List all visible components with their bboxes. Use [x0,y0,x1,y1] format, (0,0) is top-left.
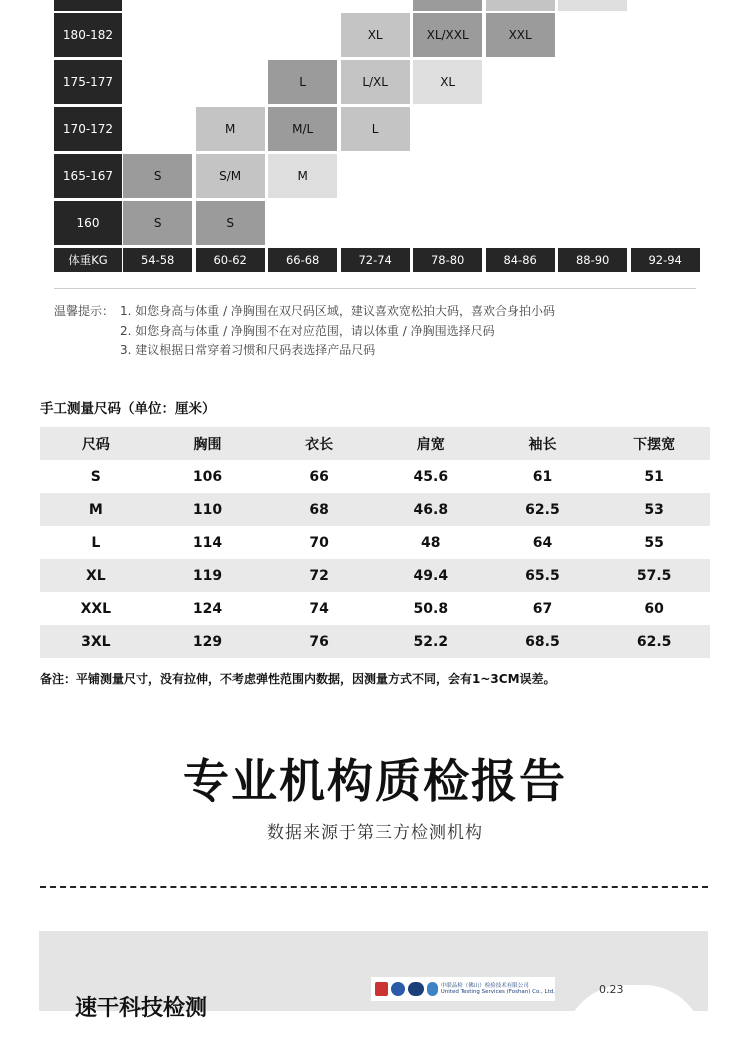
tips-lead: 温馨提示： [54,304,115,318]
table-row [40,526,710,559]
table-row [40,592,710,625]
table-cell: 66 [309,468,329,485]
measure-header: 袖长 [528,436,557,453]
table-cell: 68.5 [525,633,560,650]
table-cell: 50.8 [413,600,449,617]
table-row [40,625,710,658]
size-cell: L [268,60,337,104]
table-cell: 53 [644,501,664,518]
weight-label: 54-58 [123,248,192,272]
measure-header: 衣长 [305,436,334,453]
measure-header: 下摆宽 [633,436,676,453]
table-cell: 106 [192,468,223,485]
weight-label: 72-74 [341,248,410,272]
size-cell: M [196,107,265,151]
measure-header: 肩宽 [416,436,445,453]
table-cell: 52.2 [413,633,449,650]
table-cell: 51 [644,468,664,485]
table-cell: 114 [192,534,223,551]
table-row [40,460,710,493]
table-row [40,493,710,526]
size-cell-partial [413,0,482,11]
size-cell: S/M [196,154,265,198]
table-row [40,559,710,592]
size-cell: XL/XXL [413,13,482,57]
table-cell: 129 [192,633,223,650]
table-cell: 55 [644,534,664,551]
table-cell: 68 [309,501,329,518]
tip-line: 3. 建议根据日常穿着习惯和尺码表选择产品尺码 [120,343,376,357]
tips-block [54,302,555,361]
cma-logo-icon [375,982,388,996]
table-cell: M [88,501,103,518]
height-label: 160 [54,201,122,245]
report-panel [39,931,708,1021]
size-cell-partial [486,0,555,11]
measure-table [40,427,710,658]
table-cell: 45.6 [413,468,449,485]
table-cell: 74 [309,600,329,617]
certificate-logos [371,977,555,1001]
table-cell: 57.5 [636,567,672,584]
height-label: 180-182 [54,13,122,57]
size-cell: S [123,154,192,198]
height-label-partial [54,0,122,11]
table-cell: 76 [309,633,329,650]
measure-header-row [40,427,710,460]
size-cell: S [123,201,192,245]
size-cell: XXL [486,13,555,57]
size-cell: M [268,154,337,198]
weight-label: 92-94 [631,248,700,272]
size-cell: XL [341,13,410,57]
table-cell: 64 [532,534,553,551]
size-cell: L [341,107,410,151]
table-cell: 61 [532,468,553,485]
size-cell: XL [413,60,482,104]
weight-axis-label: 体重KG [54,248,122,272]
tip-line: 1. 如您身高与体重 / 净胸围在双尺码区域，建议喜欢宽松拍大码，喜欢合身拍小码 [120,304,555,318]
measure-title: 手工测量尺码（单位：厘米） [40,401,216,417]
weight-label: 78-80 [413,248,482,272]
panel-value: 0.23 [599,983,624,996]
table-cell: 67 [532,600,553,617]
size-cell-partial [558,0,627,11]
table-cell: 72 [309,567,329,584]
measure-note: 备注：平铺测量尺寸，没有拉伸，不考虑弹性范围内数据，因测量方式不同，会有1~3CM误差。 [40,672,556,686]
gauge-arc [564,985,704,1045]
height-label: 170-172 [54,107,122,151]
table-cell: XXL [80,600,112,617]
report-subtitle: 数据来源于第三方检测机构 [267,823,483,843]
measure-header: 胸围 [193,436,222,453]
table-cell: 3XL [81,633,111,650]
cnas-logo-icon [408,982,424,996]
certificate-text [441,983,555,996]
weight-label: 60-62 [196,248,265,272]
measure-header: 尺码 [81,436,110,453]
table-cell: 60 [644,600,664,617]
table-cell: 49.4 [413,567,449,584]
size-cell: S [196,201,265,245]
weight-label: 84-86 [486,248,555,272]
divider [54,288,696,289]
height-label: 175-177 [54,60,122,104]
ilac-logo-icon [391,982,404,996]
table-cell: 62.5 [525,501,560,518]
table-cell: 46.8 [413,501,449,518]
uts-logo-icon [427,982,437,996]
cert-line-1: 中联品检（佛山）检验技术有限公司 [440,982,529,989]
table-cell: 119 [192,567,223,584]
height-label: 165-167 [54,154,122,198]
weight-label: 88-90 [558,248,627,272]
table-cell: L [91,534,101,551]
report-title: 专业机构质检报告 [183,754,567,808]
table-cell: XL [85,567,106,584]
weight-label: 66-68 [268,248,337,272]
table-cell: 70 [309,534,329,551]
table-cell: 48 [421,534,441,551]
tip-line: 2. 如您身高与体重 / 净胸围不在对应范围，请以体重 / 净胸围选择尺码 [120,323,495,338]
dashed-divider [40,886,708,888]
panel-heading: 速干科技检测 [75,996,208,1021]
table-cell: S [90,468,101,485]
table-cell: 110 [192,501,223,518]
table-cell: 124 [192,600,223,617]
table-cell: 62.5 [636,633,672,650]
cert-line-2: United Testing Services (Foshan) Co., Ltd. [440,989,555,995]
size-cell: M/L [268,107,337,151]
table-cell: 65.5 [525,567,560,584]
size-cell: L/XL [341,60,410,104]
